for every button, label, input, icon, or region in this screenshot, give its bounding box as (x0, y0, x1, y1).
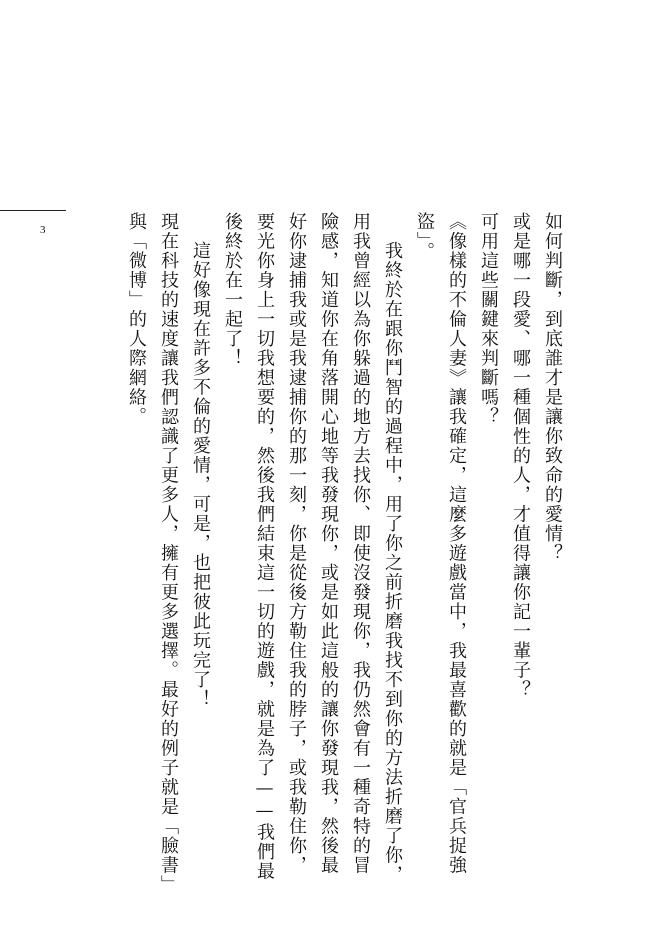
header-rule (0, 210, 66, 211)
paragraph-7: 現在科技的速度讓我們認識了更多人，擁有更多選擇。最好的例子就是「臉書」與「微博」的人際網絡。 (126, 212, 179, 886)
page-number: 3 (40, 224, 46, 236)
paragraph-5: 我終於在跟你鬥智的過程中，用了你之前折磨我找不到你的方法折磨了你，用我曾經以為你躲過的地方去找你、即使沒發現你，我仍然會有一種奇特的冒險感，知道你在角落開心地等我發現你，或是如此這般的讓你發現我，然後最好你逮捕我或是我逮捕你的那一刻，你是從後方勒住我的脖子，或我勒住你，要光你身上一切我想要的，然後我們結束這一切的遊戲，就是為了——我們最後終於在一起了！ (222, 212, 403, 885)
paragraph-6: 這好像現在許多不倫的愛情，可是，也把彼此玩完了！ (190, 240, 211, 709)
paragraph-4: 《像樣的不倫人妻》讓我確定，這麼多遊戲當中，我最喜歡的就是「官兵捉強盜」。 (414, 212, 467, 875)
paragraph-3: 可用這些關鍵來判斷嗎？ (478, 212, 499, 427)
paragraph-1: 如何判斷，到底誰才是讓你致命的愛情？ (542, 212, 563, 563)
paragraph-2: 或是哪一段愛、哪一種個性的人，才值得讓你記一輩子？ (510, 212, 531, 700)
body-text (98, 212, 568, 892)
